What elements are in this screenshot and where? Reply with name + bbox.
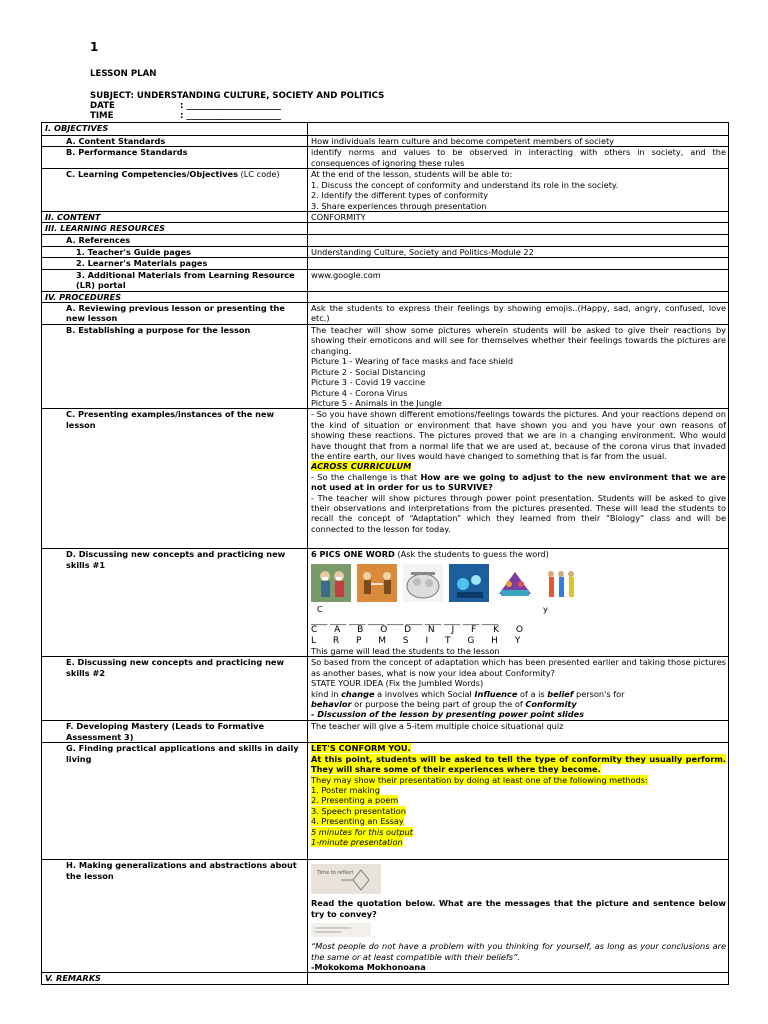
performance-standards-label: B. Performance Standards	[42, 147, 308, 169]
learners-materials-label: 2. Learner's Materials pages	[42, 258, 308, 269]
across-curriculum-label: ACROSS CURRICULUM	[311, 461, 412, 472]
procedure-g-paragraph: At this point, students will be asked to tell the type of conformity they usually perform. They will share some of their experiences where they become.	[311, 753, 726, 775]
six-pics-instruction: (Ask the students to guess the word)	[394, 549, 549, 560]
method-item: 2. Presenting a poem	[311, 795, 399, 806]
competency-item: 3. Share experiences through presentation	[311, 200, 487, 211]
lets-conform-title: LET'S CONFORM YOU.	[311, 743, 411, 754]
performance-standards-value: identify norms and values to be observed in interacting with others in society, and the consequences of ignoring these rules	[308, 147, 729, 169]
procedure-g-label: G. Finding practical applications and skills in daily living	[42, 743, 308, 860]
method-item: 4. Presenting an Essay	[311, 816, 404, 827]
additional-materials-value: www.google.com	[308, 269, 729, 291]
method-item: 1. Poster making	[311, 784, 380, 795]
procedure-f-label: F. Developing Mastery (Leads to Formative Assessment 3)	[42, 721, 308, 743]
procedures-heading: IV. PROCEDURES	[42, 291, 308, 302]
procedure-c-text	[308, 409, 729, 549]
six-pics-title: 6 PICS ONE WORD	[311, 549, 395, 560]
procedure-e-paragraph: So based from the concept of adaptation which has been presented earlier and taking those pictures as another bases, what is now your idea about Conformity?	[311, 657, 726, 678]
competencies-label-bold: C. Learning Competencies/Objectives	[66, 169, 238, 180]
procedure-h-content	[308, 860, 729, 973]
date-line	[90, 101, 281, 111]
quotation: “Most people do not have a problem with you thinking for yourself, as long as your conclusions are the same or at least compatible with their beliefs”.	[311, 941, 726, 962]
procedure-c-challenge-question: How are we going to adjust to the new environment that we are not used at in order for us to SURVIVE?	[311, 471, 726, 493]
procedure-d-note: This game will lead the students to the lesson	[311, 645, 500, 656]
competency-item: 1. Discuss the concept of conformity and understand its role in the society.	[311, 179, 619, 190]
page-number: 1	[90, 40, 99, 54]
procedure-c-paragraph: - The teacher will show pictures through power point presentation. Students will be asked to give their observations and interpretations from the pictures presented. These will lead the students to recall the concept of “Adaptation” which they learned from their “Biology” class and will be connected to the lesson for today.	[311, 492, 726, 534]
date-value: : ______________________	[180, 101, 281, 111]
time-value: : ______________________	[180, 111, 281, 121]
procedure-c-challenge-intro: - So the challenge is that	[311, 471, 421, 482]
vaccine-picture	[403, 564, 443, 602]
competencies-intro: At the end of the lesson, students will be able to:	[311, 169, 513, 180]
letter-row-2: L R P M S I T G H Y	[311, 635, 528, 646]
six-pics-images	[311, 564, 726, 602]
letter-row-1: C A B O D N J F K O	[311, 625, 530, 636]
reflection-sketch-image	[311, 864, 381, 894]
procedure-b-intro: The teacher will show some pictures wherein students will be asked to give their reactions by showing their emoticons and will see for themselves whether their feelings towards the pictures are changing.	[311, 325, 726, 356]
hint-last-letter: y	[543, 603, 548, 614]
state-your-idea: STATE YOUR IDEA (Fix the Jumbled Words)	[311, 678, 484, 689]
competencies-label-rest: (LC code)	[237, 169, 280, 180]
reflection-question: Read the quotation below. What are the messages that the picture and sentence below try to convey?	[311, 898, 726, 919]
content-standards-value: How individuals learn culture and become competent members of society	[308, 136, 729, 147]
references-label: A. References	[42, 234, 308, 246]
procedure-a-label: A. Reviewing previous lesson or presenting the new lesson	[42, 303, 308, 325]
procedure-c-label: C. Presenting examples/instances of the new lesson	[42, 409, 308, 549]
sketch-caption: Time to reflect	[317, 870, 354, 877]
teachers-guide-label: 1. Teacher's Guide pages	[42, 246, 308, 257]
method-item: 3. Speech presentation	[311, 805, 406, 816]
picture-item: Picture 3 - Covid 19 vaccine	[311, 377, 426, 388]
face-masks-picture	[311, 564, 351, 602]
procedure-d-content	[308, 549, 729, 657]
content-heading: II. CONTENT	[42, 212, 308, 223]
quote-card-image	[311, 923, 371, 937]
lesson-plan-table	[41, 122, 729, 985]
content-standards-label: A. Content Standards	[42, 136, 308, 147]
procedure-a-text: Ask the students to express their feelings by showing emojis..(Happy, sad, angry, confused, love etc.)	[308, 303, 729, 325]
procedure-f-text: The teacher will give a 5-item multiple choice situational quiz	[308, 721, 729, 743]
resources-heading: III. LEARNING RESOURCES	[42, 223, 308, 234]
competencies-label	[42, 169, 308, 212]
procedure-b-text	[308, 325, 729, 409]
jumbled-words-line-1: kind in change a involves which Social Influence of a is belief person's for	[311, 688, 625, 699]
jumbled-words-line-2: behavior or purpose the being part of group the of Conformity	[311, 698, 577, 709]
hint-first-letter: C	[317, 603, 323, 614]
subject-line: SUBJECT: UNDERSTANDING CULTURE, SOCIETY AND POLITICS	[90, 91, 385, 101]
procedure-b-label: B. Establishing a purpose for the lesson	[42, 325, 308, 409]
social-distancing-picture	[357, 564, 397, 602]
additional-materials-label: 3. Additional Materials from Learning Resource (LR) portal	[42, 269, 308, 291]
remarks-heading: V. REMARKS	[42, 973, 308, 984]
date-label: DATE	[90, 101, 115, 111]
time-line	[90, 111, 281, 121]
competency-item: 2. Identify the different types of conformity	[311, 190, 489, 201]
time-presentation: 1-minute presentation	[311, 837, 403, 847]
procedure-e-content	[308, 657, 729, 721]
procedure-d-label: D. Discussing new concepts and practicing new skills #1	[42, 549, 308, 657]
jungle-animals-picture	[495, 564, 535, 602]
answer-blanks: ____ ____ ____ ____ ____ ____ ____ ____ ____ ____	[311, 614, 499, 625]
procedure-g-content	[308, 743, 729, 860]
procedure-h-label: H. Making generalizations and abstractions about the lesson	[42, 860, 308, 973]
procedure-c-paragraph: - So you have shown different emotions/feelings towards the pictures. And your reactions depend on the kind of situation or environment that have shown you and you have your own reasons of showing these reactions. The pictures proved that we are in a changing environment. Who would have thought that from a normal life that we are used at, because of the corona virus that invaded the entire earth, our lives would have changed to something that is far from the usual.	[311, 409, 726, 461]
corona-virus-picture	[449, 564, 489, 602]
content-value: CONFORMITY	[308, 212, 729, 223]
lesson-plan-title: LESSON PLAN	[90, 69, 157, 79]
time-output: 5 minutes for this output	[311, 826, 413, 837]
picture-item: Picture 5 - Animals in the Jungle	[311, 397, 442, 408]
crowd-picture	[541, 564, 581, 602]
picture-item: Picture 1 - Wearing of face masks and face shield	[311, 356, 514, 367]
procedure-e-discussion: - Discussion of the lesson by presenting power point slides	[311, 709, 585, 720]
competencies-value	[308, 169, 729, 212]
procedure-e-label: E. Discussing new concepts and practicing new skills #2	[42, 657, 308, 721]
picture-item: Picture 2 - Social Distancing	[311, 366, 426, 377]
objectives-heading: I. OBJECTIVES	[42, 123, 308, 136]
quote-author: -Mokokoma Mokhonoana	[311, 961, 426, 972]
picture-item: Picture 4 - Corona Virus	[311, 387, 408, 398]
time-label: TIME	[90, 111, 114, 121]
teachers-guide-value: Understanding Culture, Society and Politics-Module 22	[308, 246, 729, 257]
procedure-g-methods-intro: They may show their presentation by doing at least one of the following methods:	[311, 774, 648, 785]
